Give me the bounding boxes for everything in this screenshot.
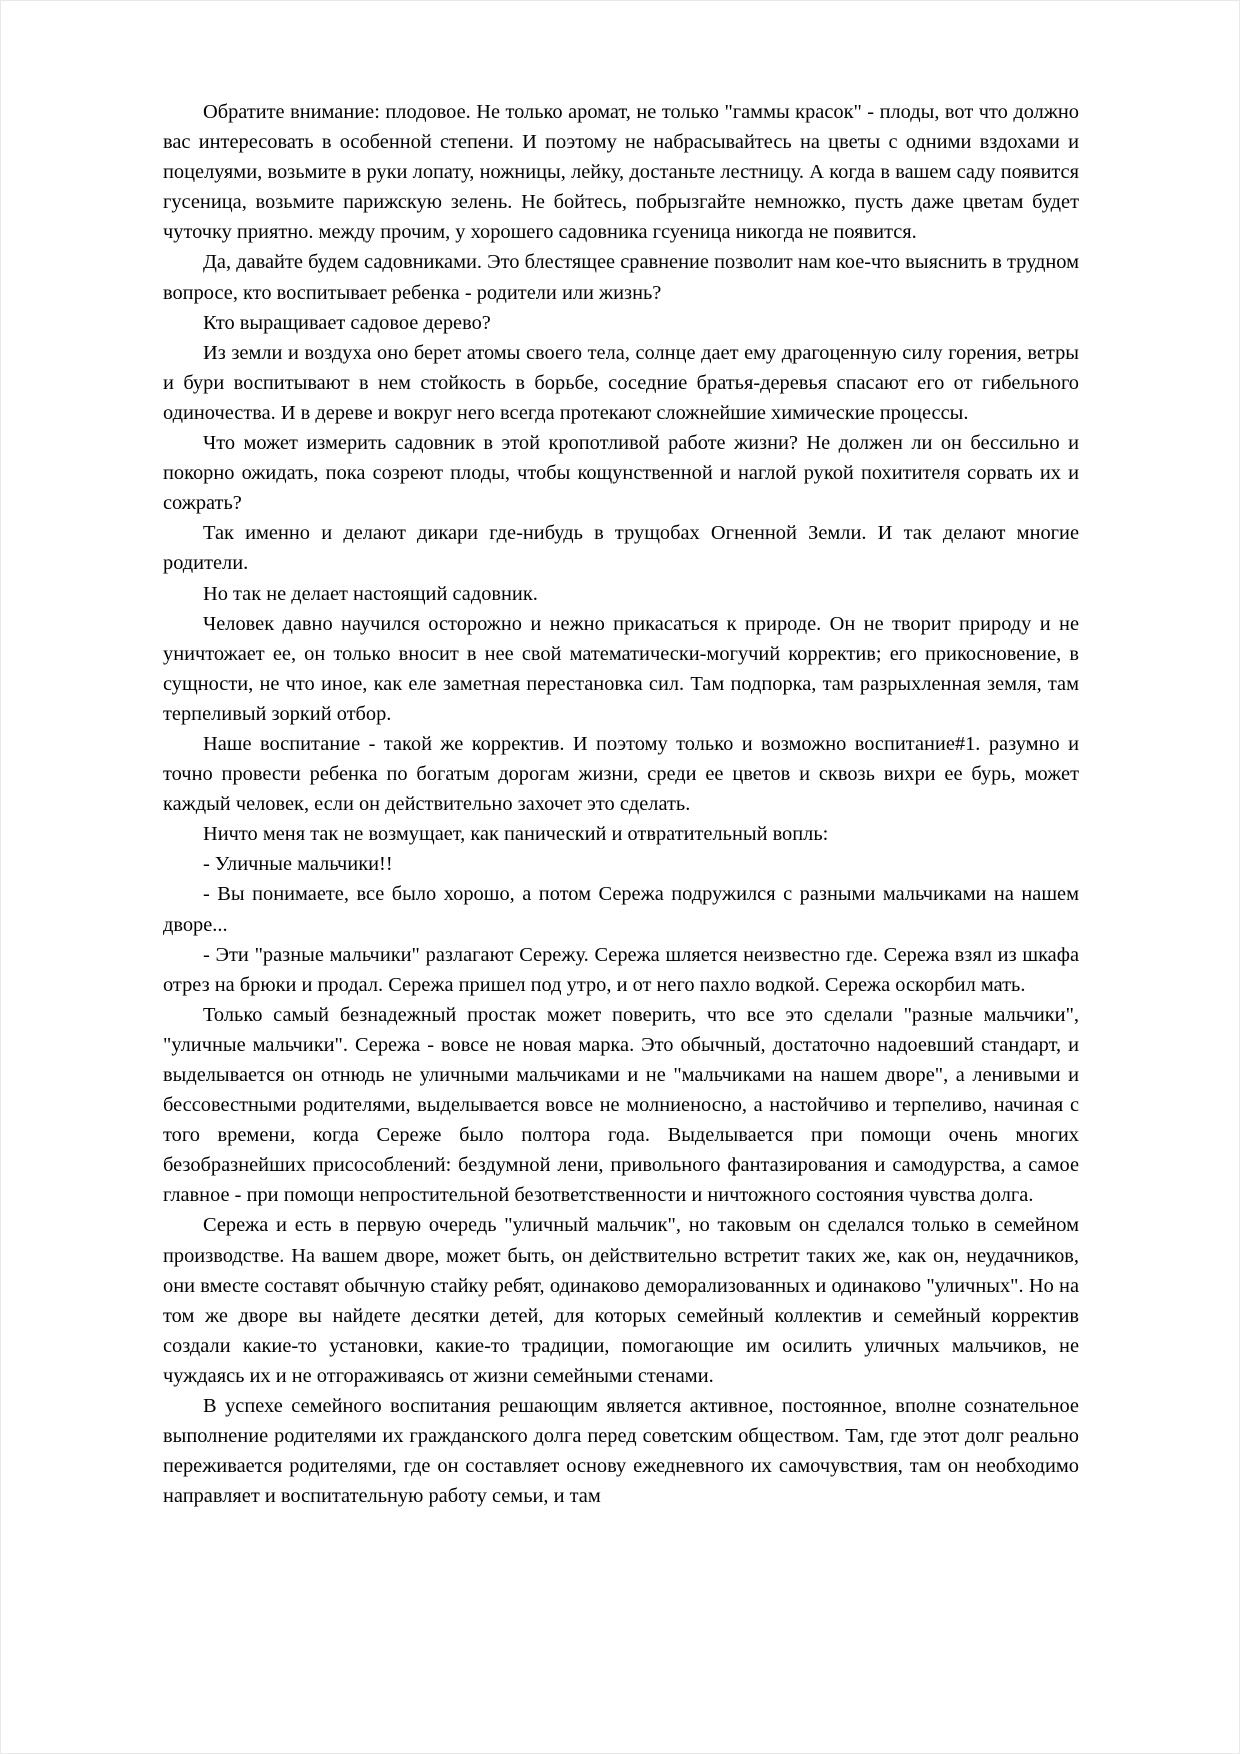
paragraph: Но так не делает настоящий садовник.: [203, 582, 538, 605]
paragraph: Так именно и делают дикари где-нибудь в трущобах Огненной Земли. И так делают многие родители.: [163, 522, 1079, 575]
paragraph: Из земли и воздуха оно берет атомы своего тела, солнце дает ему драгоценную силу горения, ветры и бури воспитывают в нем стойкость в борьбе, соседние братья-деревья спасают его от гибельного одиночества. И в дереве и вокруг него всегда протекают сложнейшие химические процессы.: [163, 341, 1079, 424]
paragraph: Человек давно научился осторожно и нежно прикасаться к природе. Он не творит природу и не уничтожает ее, он только вносит в нее свой математически-могучий корректив; его прикосновение, в сущности, не что иное, как еле заметная перестановка сил. Там подпорка, там разрыхленная земля, там терпеливый зоркий отбор.: [163, 612, 1079, 725]
paragraph: Только самый безнадежный простак может поверить, что все это сделали "разные мальчики", "уличные мальчики". Сережа - вовсе не новая марка. Это обычный, достаточно надоевший стандарт, и выделывается он отнюдь не уличными мальчиками и не "мальчиками на нашем дворе", а ленивыми и бессовестными родителями, выделывается вовсе не молниеносно, а настойчиво и терпеливо, начиная с того времени, когда Сереже было полтора года. Выделывается при помощи очень многих безобразнейших присособлений: бездумной лени, привольного фантазирования и самодурства, а самое главное - при помощи непростительной безответственности и ничтожного состояния чувства долга.: [163, 1003, 1079, 1207]
dialogue-line: - Эти "разные мальчики" разлагают Сережу. Сережа шляется неизвестно где. Сережа взял из шкафа отрез на брюки и продал. Сережа пришел под утро, и от него пахло водкой. Сережа оскорбил мать.: [163, 943, 1079, 996]
paragraph: Да, давайте будем садовниками. Это блестящее сравнение позволит нам кое-что выяснить в трудном вопросе, кто воспитывает ребенка - родители или жизнь?: [163, 251, 1079, 304]
dialogue-line: - Вы понимаете, все было хорошо, а потом Сережа подружился с разными мальчиками на нашем дворе...: [163, 883, 1079, 936]
dialogue-line: - Уличные мальчики!!: [203, 853, 393, 876]
paragraph: Наше воспитание - такой же корректив. И поэтому только и возможно воспитание#1. разумно и точно провести ребенка по богатым дорогам жизни, среди ее цветов и сквозь вихри ее бурь, может каждый человек, если он действительно захочет это сделать.: [163, 732, 1079, 816]
paragraph: Ничто меня так не возмущает, как панический и отвратительный вопль:: [203, 823, 829, 846]
paragraph: Что может измерить садовник в этой кропотливой работе жизни? Не должен ли он бессильно и покорно ожидать, пока созреют плоды, чтобы кощунственной и наглой рукой похитителя сорвать их и сожрать?: [163, 432, 1079, 515]
paragraph: Сережа и есть в первую очередь "уличный мальчик", но таковым он сделался только в семейном производстве. На вашем дворе, может быть, он действительно встретит таких же, как он, неудачников, они вместе составят обычную стайку ребят, одинаково деморализованных и одинаково "уличных". Но на том же дворе вы найдете десятки детей, для которых семейный коллектив и семейный корректив создали какие-то установки, какие-то традиции, помогающие им осилить уличных мальчиков, не чуждаясь их и не отгораживаясь от жизни семейными стенами.: [163, 1214, 1079, 1387]
paragraph: Обратите внимание: плодовое. Не только аромат, не только "гаммы красок" - плоды, вот что должно вас интересовать в особенной степени. И поэтому не набрасывайтесь на цветы с одними вздохами и поцелуями, возьмите в руки лопату, ножницы, лейку, достаньте лестницу. А когда в вашем саду появится гусеница, возьмите парижскую зелень. Не бойтесь, побрызгайте немножко, пусть даже цветам будет чуточку приятно. между прочим, у хорошего садовника гсуеница никогда не появится.: [163, 101, 1079, 244]
text-column: [163, 97, 1079, 1511]
paragraph: В успехе семейного воспитания решающим является активное, постоянное, вполне сознательное выполнение родителями их гражданского долга перед советским обществом. Там, где этот долг реально переживается родителями, где он составляет основу ежедневного их самочувствия, там он необходимо направляет и воспитательную работу семьи, и там: [163, 1395, 1079, 1508]
paragraph: Кто выращивает садовое дерево?: [203, 311, 491, 334]
